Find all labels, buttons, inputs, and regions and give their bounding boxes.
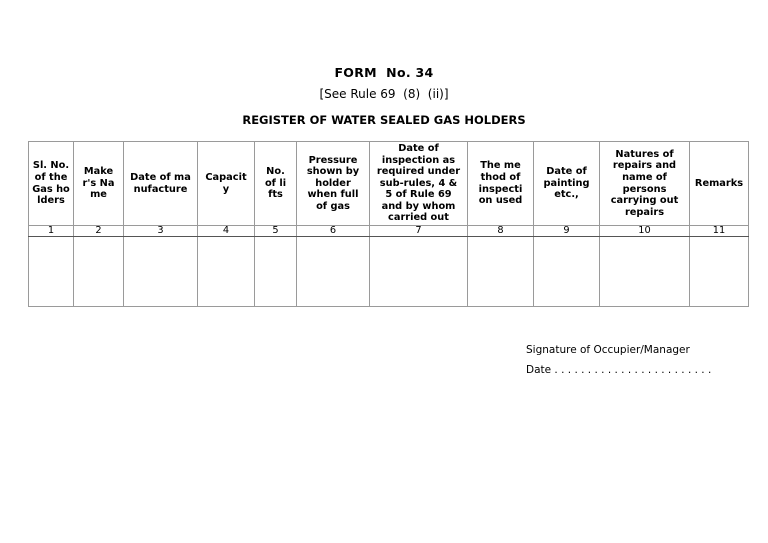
header-makers-name: Maker's Name — [74, 142, 124, 226]
entry-cell — [297, 237, 370, 307]
header-sl-no: Sl. No. of the Gas holders — [29, 142, 74, 226]
form-title: FORM No. 34 — [334, 65, 434, 80]
header-date-of-manufacture: Date of manufacture — [124, 142, 198, 226]
header-row — [29, 142, 749, 226]
column-number: 1 — [29, 226, 74, 237]
header-date-of-inspection: Date of inspection as required under sub-rules, 4 & 5 of Rule 69 and by whom carried out — [370, 142, 468, 226]
signature-label: Signature of Occupier/Manager — [526, 344, 690, 356]
column-number: 6 — [297, 226, 370, 237]
entry-cell — [468, 237, 534, 307]
column-number: 3 — [124, 226, 198, 237]
register-table — [28, 141, 749, 307]
column-number: 7 — [370, 226, 468, 237]
header-pressure: Pressure shown by holder when full of gas — [297, 142, 370, 226]
register-title: REGISTER OF WATER SEALED GAS HOLDERS — [242, 113, 526, 127]
column-number: 5 — [255, 226, 297, 237]
date-label: Date . . . . . . . . . . . . . . . . . . . . . . . . — [526, 364, 712, 376]
entry-cell — [255, 237, 297, 307]
entry-cell — [124, 237, 198, 307]
header-remarks: Remarks — [690, 142, 749, 226]
blank-entry-row — [29, 237, 749, 307]
header-nature-of-repairs: Natures of repairs and name of persons carrying out repairs — [600, 142, 690, 226]
header-capacity: Capacity — [198, 142, 255, 226]
rule-reference: [See Rule 69 (8) (ii)] — [319, 87, 449, 101]
header-method-of-inspection: The method of inspection used — [468, 142, 534, 226]
header-date-of-painting: Date of painting etc., — [534, 142, 600, 226]
entry-cell — [198, 237, 255, 307]
entry-cell — [690, 237, 749, 307]
column-number-row — [29, 226, 749, 237]
header-no-of-lifts: No. of lifts — [255, 142, 297, 226]
entry-cell — [534, 237, 600, 307]
entry-cell — [29, 237, 74, 307]
column-number: 10 — [600, 226, 690, 237]
entry-cell — [74, 237, 124, 307]
column-number: 8 — [468, 226, 534, 237]
column-number: 9 — [534, 226, 600, 237]
entry-cell — [600, 237, 690, 307]
column-number: 4 — [198, 226, 255, 237]
column-number: 2 — [74, 226, 124, 237]
entry-cell — [370, 237, 468, 307]
column-number: 11 — [690, 226, 749, 237]
